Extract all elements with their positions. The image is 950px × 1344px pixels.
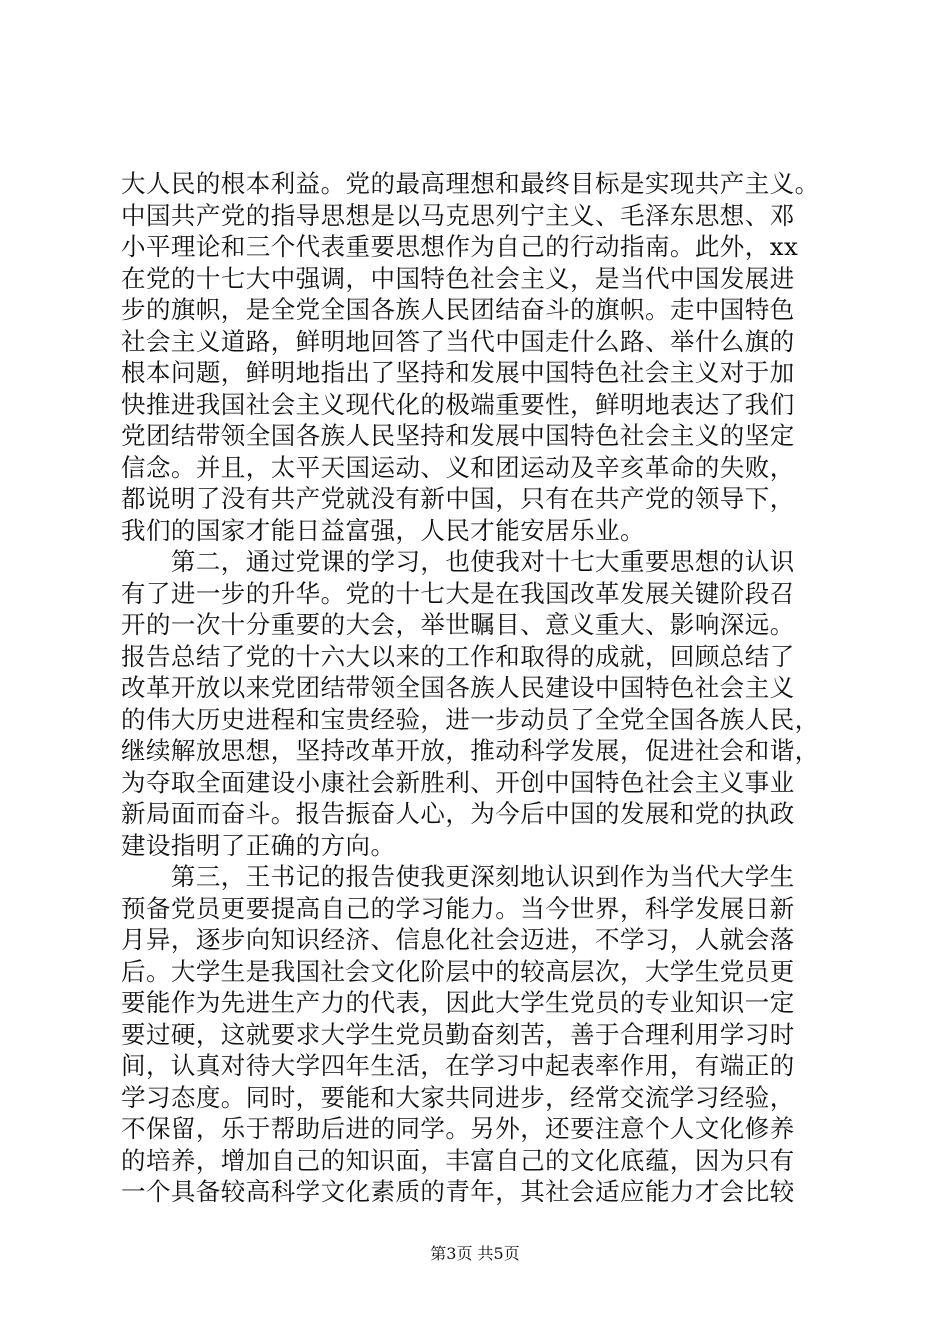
text-line: 我们的国家才能日益富强，人民才能安居乐业。 <box>121 515 645 545</box>
text-line: 快推进我国社会主义现代化的极端重要性，鲜明地表达了我们 <box>121 389 795 419</box>
text-line: 学习态度。同时，要能和大家共同进步，经常交流学习经验， <box>121 1082 795 1112</box>
text-line: 第三，王书记的报告使我更深刻地认识到作为当代大学生 <box>121 862 795 891</box>
text-line: 步的旗帜，是全党全国各族人民团结奋斗的旗帜。走中国特色 <box>121 295 795 324</box>
text-line: 一个具备较高科学文化素质的青年，其社会适应能力才会比较 <box>121 1177 795 1206</box>
text-line: 有了进一步的升华。党的十七大是在我国改革发展关键阶段召 <box>121 578 795 608</box>
text-line: 信念。并且，太平天国运动、义和团运动及辛亥革命的失败， <box>121 452 795 482</box>
text-line: 预备党员更要提高自己的学习能力。当今世界，科学发展日新 <box>121 893 795 923</box>
text-line: 为夺取全面建设小康社会新胜利、开创中国特色社会主义事业 <box>121 767 795 797</box>
page-number-footer: 第3页 共5页 <box>430 1244 520 1263</box>
text-line: 的培养，增加自己的知识面，丰富自己的文化底蕴，因为只有 <box>121 1145 795 1175</box>
text-line: 开的一次十分重要的大会，举世瞩目、意义重大、影响深远。 <box>121 610 795 639</box>
text-line: 大人民的根本利益。党的最高理想和最终目标是实现共产主义。 <box>121 169 820 198</box>
text-line: 都说明了没有共产党就没有新中国，只有在共产党的领导下， <box>121 484 795 513</box>
text-line: 在党的十七大中强调，中国特色社会主义，是当代中国发展进 <box>121 263 795 293</box>
text-line: 党团结带领全国各族人民坚持和发展中国特色社会主义的坚定 <box>121 421 795 450</box>
text-line: 小平理论和三个代表重要思想作为自己的行动指南。此外，xx <box>121 232 799 261</box>
text-line: 根本问题，鲜明地指出了坚持和发展中国特色社会主义对于加 <box>121 358 795 387</box>
text-line: 新局面而奋斗。报告振奋人心，为今后中国的发展和党的执政 <box>121 799 795 828</box>
text-line: 继续解放思想，坚持改革开放，推动科学发展，促进社会和谐， <box>121 736 820 765</box>
text-line: 后。大学生是我国社会文化阶层中的较高层次，大学生党员更 <box>121 956 795 986</box>
text-line: 改革开放以来党团结带领全国各族人民建设中国特色社会主义 <box>121 673 795 702</box>
text-line: 要能作为先进生产力的代表，因此大学生党员的专业知识一定 <box>121 988 795 1017</box>
text-line: 不保留，乐于帮助后进的同学。另外，还要注意个人文化修养 <box>121 1114 795 1143</box>
text-line: 要过硬，这就要求大学生党员勤奋刻苦，善于合理利用学习时 <box>121 1019 795 1049</box>
body-text <box>121 168 833 1208</box>
text-line: 报告总结了党的十六大以来的工作和取得的成就，回顾总结了 <box>121 641 795 671</box>
text-line: 第二，通过党课的学习，也使我对十七大重要思想的认识 <box>121 547 795 576</box>
text-line: 中国共产党的指导思想是以马克思列宁主义、毛泽东思想、邓 <box>121 200 795 230</box>
text-line: 建设指明了正确的方向。 <box>121 830 396 860</box>
text-line: 社会主义道路，鲜明地回答了当代中国走什么路、举什么旗的 <box>121 326 795 356</box>
text-line: 的伟大历史进程和宝贵经验，进一步动员了全党全国各族人民， <box>121 704 820 734</box>
text-line: 月异，逐步向知识经济、信息化社会迈进，不学习，人就会落 <box>121 925 795 954</box>
text-line: 间，认真对待大学四年生活，在学习中起表率作用，有端正的 <box>121 1051 795 1080</box>
